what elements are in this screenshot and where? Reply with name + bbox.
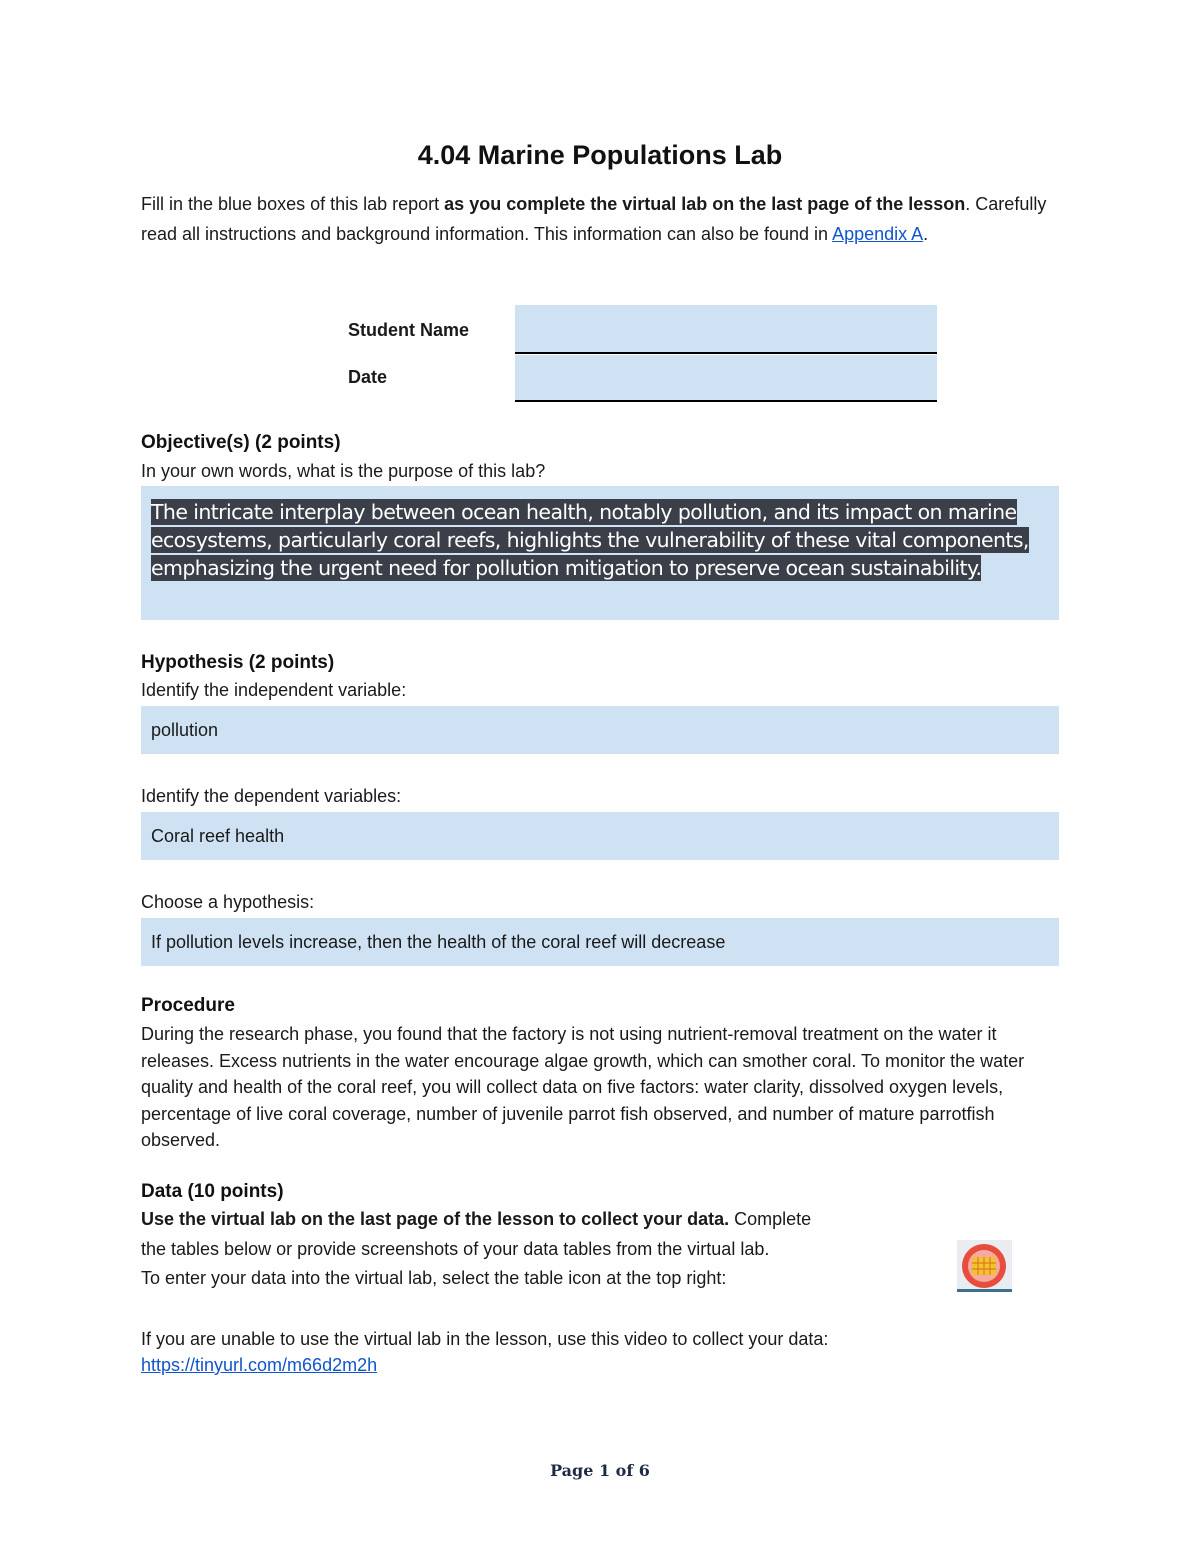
intro-end: . [923,223,929,244]
hypothesis-heading: Hypothesis (2 points) [141,652,335,673]
independent-variable-answer[interactable]: pollution [141,706,1059,754]
procedure-heading: Procedure [141,995,235,1016]
dependent-variable-prompt: Identify the dependent variables: [141,786,402,806]
page-title: 4.04 Marine Populations Lab [417,140,783,170]
date-field[interactable] [515,355,937,402]
data-instructions [141,1205,941,1294]
objective-answer-text: The intricate interplay between ocean health, notably pollution, and its impact on marine ecosystems, particularly coral reefs, highlights the vulnerability of these vital components, emphasizing the urgent need for pollution mitigation to preserve ocean sustainability. [151,500,1029,580]
student-name-label: Student Name [348,320,470,340]
data-instructions-line2: the tables below or provide screenshots of your data tables from the virtual lab. [141,1238,770,1259]
student-name-field[interactable] [515,305,937,354]
intro-text-continued: . Carefully read all instructions and background information. This information can also be found in [141,194,1047,244]
data-instructions-bold: Use the virtual lab on the last page of the lesson to collect your data. [141,1209,730,1229]
date-label: Date [348,367,388,387]
dependent-variable-answer[interactable]: Coral reef health [141,812,1059,860]
page-number: Page 1 of 6 [550,1461,650,1480]
video-instructions: If you are unable to use the virtual lab in the lesson, use this video to collect your data: [141,1329,829,1349]
data-instructions-text: Complete [729,1209,812,1229]
objective-prompt: In your own words, what is the purpose of this lab? [141,461,546,481]
data-instructions-line3: To enter your data into the virtual lab, select the table icon at the top right: [141,1268,727,1288]
table-icon [957,1240,1012,1292]
hypothesis-prompt: Choose a hypothesis: [141,892,315,912]
procedure-text: During the research phase, you found that the factory is not using nutrient-removal treatment on the water it releases. Excess nutrients in the water encourage algae growth, which can smother coral. To monitor the water quality and health of the coral reef, you will collect data on five factors: water clarity, dissolved oxygen levels, percentage of live coral coverage, number of juvenile parrot fish observed, and number of mature parrotfish observed. [141,1024,1025,1150]
appendix-a-link[interactable]: Appendix A [832,223,924,244]
objective-heading: Objective(s) (2 points) [141,432,341,453]
intro-text: Fill in the blue boxes of this lab report [141,194,445,214]
intro-paragraph [141,190,1061,249]
independent-variable-prompt: Identify the independent variable: [141,680,407,700]
video-link[interactable]: https://tinyurl.com/m66d2m2h [141,1355,378,1375]
objective-answer-box[interactable] [141,486,1059,620]
intro-bold-text: as you complete the virtual lab on the last page of the lesson [444,194,966,214]
table-icon-graphic [957,1240,1012,1289]
data-heading: Data (10 points) [141,1181,284,1202]
hypothesis-answer[interactable]: If pollution levels increase, then the health of the coral reef will decrease [141,918,1059,966]
